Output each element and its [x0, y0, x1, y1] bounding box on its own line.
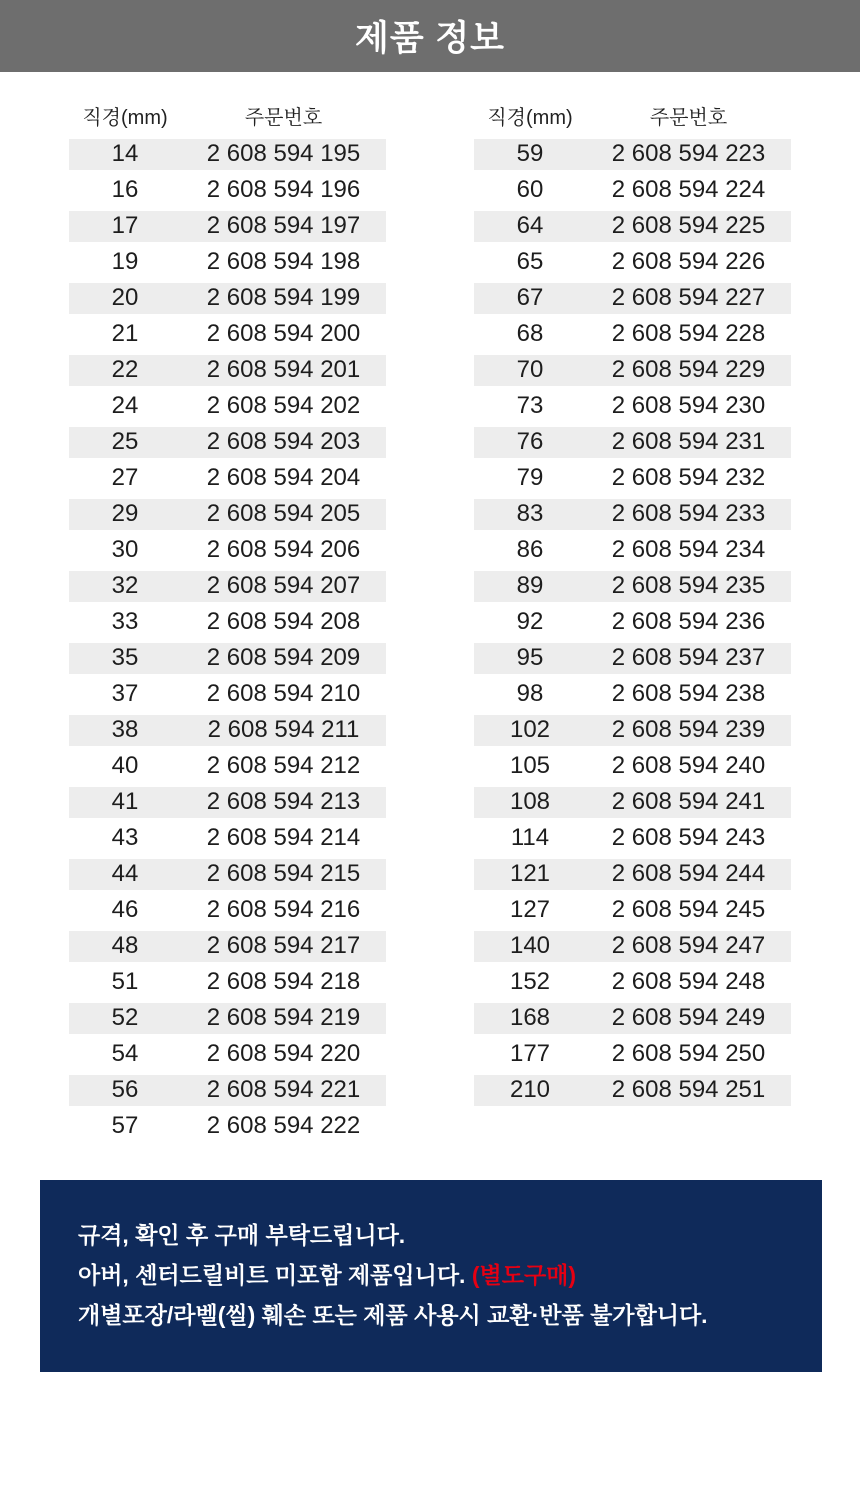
- table-row: [474, 928, 791, 964]
- notice-line-2: [78, 1255, 784, 1295]
- notice-line-1: [78, 1215, 784, 1255]
- order-number-cell: 2 608 594 234: [611, 536, 766, 563]
- order-number-cell: 2 608 594 212: [206, 752, 361, 779]
- diameter-cell: 64: [516, 212, 544, 239]
- order-number-cell: 2 608 594 243: [611, 824, 766, 851]
- diameter-cell: 210: [509, 1076, 551, 1103]
- table-row: [69, 928, 386, 964]
- order-number-cell: 2 608 594 204: [206, 464, 361, 491]
- notice-separate-purchase-note: (별도구매): [471, 1262, 577, 1288]
- table-row: [69, 208, 386, 244]
- diameter-cell: 40: [111, 752, 139, 779]
- table-row: [69, 136, 386, 172]
- diameter-cell: 54: [111, 1040, 139, 1067]
- diameter-cell: 21: [111, 320, 139, 347]
- diameter-cell: 177: [509, 1040, 551, 1067]
- diameter-cell: 108: [509, 788, 551, 815]
- diameter-cell: 14: [111, 140, 139, 167]
- diameter-cell: 105: [509, 752, 551, 779]
- table-row: [474, 280, 791, 316]
- table-row: [474, 532, 791, 568]
- table-row: [69, 784, 386, 820]
- diameter-cell: 56: [111, 1076, 139, 1103]
- order-number-cell: 2 608 594 232: [611, 464, 766, 491]
- table-row: [474, 892, 791, 928]
- table-body-right: [474, 136, 791, 1108]
- order-number-cell: 2 608 594 251: [611, 1076, 766, 1103]
- diameter-cell: 92: [516, 608, 544, 635]
- table-row: [69, 532, 386, 568]
- table-row: [69, 1036, 386, 1072]
- diameter-cell: 20: [111, 284, 139, 311]
- order-number-cell: 2 608 594 236: [611, 608, 766, 635]
- diameter-cell: 46: [111, 896, 139, 923]
- order-number-cell: 2 608 594 206: [206, 536, 361, 563]
- table-body-left: [69, 136, 386, 1144]
- order-number-cell: 2 608 594 205: [206, 500, 361, 527]
- diameter-cell: 32: [111, 572, 139, 599]
- table-row: [69, 604, 386, 640]
- diameter-cell: 57: [111, 1112, 139, 1139]
- table-header-row: [69, 97, 386, 133]
- product-tables: [69, 97, 791, 1144]
- table-row: [69, 1108, 386, 1144]
- diameter-cell: 52: [111, 1004, 139, 1031]
- order-number-cell: 2 608 594 220: [206, 1040, 361, 1067]
- diameter-cell: 22: [111, 356, 139, 383]
- order-number-cell: 2 608 594 216: [206, 896, 361, 923]
- diameter-cell: 37: [111, 680, 139, 707]
- diameter-cell: 168: [509, 1004, 551, 1031]
- table-row: [69, 388, 386, 424]
- table-row: [474, 640, 791, 676]
- order-number-cell: 2 608 594 237: [611, 644, 766, 671]
- table-row: [474, 496, 791, 532]
- diameter-cell: 65: [516, 248, 544, 275]
- table-row: [69, 820, 386, 856]
- diameter-cell: 59: [516, 140, 544, 167]
- order-number-cell: 2 608 594 233: [611, 500, 766, 527]
- order-number-cell: 2 608 594 225: [611, 212, 766, 239]
- order-number-cell: 2 608 594 228: [611, 320, 766, 347]
- order-number-cell: 2 608 594 239: [611, 716, 766, 743]
- order-number-cell: 2 608 594 203: [206, 428, 361, 455]
- diameter-cell: 44: [111, 860, 139, 887]
- table-row: [474, 1000, 791, 1036]
- order-number-cell: 2 608 594 201: [206, 356, 361, 383]
- table-row: [474, 172, 791, 208]
- notice-line-3: [78, 1295, 784, 1335]
- table-row: [474, 424, 791, 460]
- order-number-cell: 2 608 594 197: [206, 212, 361, 239]
- table-row: [474, 352, 791, 388]
- order-number-cell: 2 608 594 223: [611, 140, 766, 167]
- diameter-cell: 98: [516, 680, 544, 707]
- notice-box: [40, 1180, 822, 1372]
- spec-table-right: [474, 97, 791, 1144]
- table-row: [474, 748, 791, 784]
- order-number-cell: 2 608 594 244: [611, 860, 766, 887]
- notice-line-3-text: 개별포장/라벨(씰) 훼손 또는 제품 사용시 교환·반품 불가합니다.: [78, 1302, 708, 1328]
- col-header-order-number: 주문번호: [244, 106, 323, 129]
- table-row: [69, 1072, 386, 1108]
- order-number-cell: 2 608 594 224: [611, 176, 766, 203]
- diameter-cell: 27: [111, 464, 139, 491]
- order-number-cell: 2 608 594 226: [611, 248, 766, 275]
- order-number-cell: 2 608 594 214: [206, 824, 361, 851]
- order-number-cell: 2 608 594 235: [611, 572, 766, 599]
- diameter-cell: 24: [111, 392, 139, 419]
- table-row: [474, 1072, 791, 1108]
- diameter-cell: 121: [509, 860, 551, 887]
- diameter-cell: 95: [516, 644, 544, 671]
- order-number-cell: 2 608 594 250: [611, 1040, 766, 1067]
- order-number-cell: 2 608 594 213: [206, 788, 361, 815]
- table-row: [69, 244, 386, 280]
- table-row: [474, 136, 791, 172]
- diameter-cell: 51: [111, 968, 139, 995]
- diameter-cell: 127: [509, 896, 551, 923]
- diameter-cell: 19: [111, 248, 139, 275]
- order-number-cell: 2 608 594 241: [611, 788, 766, 815]
- table-row: [69, 892, 386, 928]
- diameter-cell: 29: [111, 500, 139, 527]
- col-header-order-number: 주문번호: [649, 106, 728, 129]
- table-row: [69, 316, 386, 352]
- table-row: [474, 460, 791, 496]
- order-number-cell: 2 608 594 198: [206, 248, 361, 275]
- order-number-cell: 2 608 594 249: [611, 1004, 766, 1031]
- diameter-cell: 67: [516, 284, 544, 311]
- diameter-cell: 76: [516, 428, 544, 455]
- order-number-cell: 2 608 594 199: [206, 284, 361, 311]
- col-header-diameter: 직경(mm): [82, 106, 168, 129]
- diameter-cell: 89: [516, 572, 544, 599]
- diameter-cell: 83: [516, 500, 544, 527]
- table-row: [474, 604, 791, 640]
- diameter-cell: 43: [111, 824, 139, 851]
- table-row: [474, 784, 791, 820]
- table-header-row: [474, 97, 791, 133]
- diameter-cell: 60: [516, 176, 544, 203]
- table-row: [69, 640, 386, 676]
- diameter-cell: 86: [516, 536, 544, 563]
- diameter-cell: 68: [516, 320, 544, 347]
- table-row: [474, 316, 791, 352]
- diameter-cell: 25: [111, 428, 139, 455]
- table-row: [474, 208, 791, 244]
- diameter-cell: 140: [509, 932, 551, 959]
- order-number-cell: 2 608 594 219: [206, 1004, 361, 1031]
- order-number-cell: 2 608 594 200: [206, 320, 361, 347]
- col-header-diameter: 직경(mm): [487, 106, 573, 129]
- table-row: [474, 244, 791, 280]
- order-number-cell: 2 608 594 217: [206, 932, 361, 959]
- diameter-cell: 33: [111, 608, 139, 635]
- order-number-cell: 2 608 594 247: [611, 932, 766, 959]
- table-row: [69, 1000, 386, 1036]
- table-row: [474, 856, 791, 892]
- order-number-cell: 2 608 594 245: [611, 896, 766, 923]
- table-row: [474, 712, 791, 748]
- table-row: [474, 676, 791, 712]
- table-row: [69, 496, 386, 532]
- diameter-cell: 35: [111, 644, 139, 671]
- table-row: [69, 748, 386, 784]
- table-row: [69, 424, 386, 460]
- page-title: 제품 정보: [355, 19, 505, 58]
- notice-line-1-text: 규격, 확인 후 구매 부탁드립니다.: [78, 1222, 406, 1248]
- order-number-cell: 2 608 594 229: [611, 356, 766, 383]
- diameter-cell: 48: [111, 932, 139, 959]
- order-number-cell: 2 608 594 230: [611, 392, 766, 419]
- table-row: [474, 388, 791, 424]
- order-number-cell: 2 608 594 209: [206, 644, 361, 671]
- order-number-cell: 2 608 594 231: [611, 428, 766, 455]
- order-number-cell: 2 608 594 210: [206, 680, 361, 707]
- diameter-cell: 16: [111, 176, 139, 203]
- table-row: [69, 568, 386, 604]
- order-number-cell: 2 608 594 248: [611, 968, 766, 995]
- order-number-cell: 2 608 594 215: [206, 860, 361, 887]
- spec-table-left: [69, 97, 386, 1144]
- diameter-cell: 152: [509, 968, 551, 995]
- diameter-cell: 73: [516, 392, 544, 419]
- order-number-cell: 2 608 594 218: [206, 968, 361, 995]
- page-header: [0, 0, 860, 72]
- table-row: [69, 172, 386, 208]
- notice-line-2-text: 아버, 센터드릴비트 미포함 제품입니다.: [78, 1262, 466, 1288]
- order-number-cell: 2 608 594 195: [206, 140, 361, 167]
- table-row: [69, 676, 386, 712]
- table-row: [69, 460, 386, 496]
- diameter-cell: 41: [111, 788, 139, 815]
- order-number-cell: 2 608 594 221: [206, 1076, 361, 1103]
- table-row: [474, 964, 791, 1000]
- diameter-cell: 38: [111, 716, 139, 743]
- diameter-cell: 70: [516, 356, 544, 383]
- diameter-cell: 79: [516, 464, 544, 491]
- diameter-cell: 30: [111, 536, 139, 563]
- order-number-cell: 2 608 594 202: [206, 392, 361, 419]
- table-row: [474, 820, 791, 856]
- diameter-cell: 102: [509, 716, 551, 743]
- table-row: [69, 280, 386, 316]
- order-number-cell: 2 608 594 222: [206, 1112, 361, 1139]
- table-row: [69, 964, 386, 1000]
- table-row: [474, 1036, 791, 1072]
- table-row: [69, 712, 386, 748]
- order-number-cell: 2 608 594 238: [611, 680, 766, 707]
- diameter-cell: 17: [111, 212, 139, 239]
- order-number-cell: 2 608 594 196: [206, 176, 361, 203]
- order-number-cell: 2 608 594 227: [611, 284, 766, 311]
- order-number-cell: 2 608 594 211: [207, 716, 360, 743]
- table-row: [474, 568, 791, 604]
- diameter-cell: 114: [510, 824, 550, 851]
- order-number-cell: 2 608 594 208: [206, 608, 361, 635]
- order-number-cell: 2 608 594 207: [206, 572, 361, 599]
- order-number-cell: 2 608 594 240: [611, 752, 766, 779]
- table-row: [69, 856, 386, 892]
- table-row: [69, 352, 386, 388]
